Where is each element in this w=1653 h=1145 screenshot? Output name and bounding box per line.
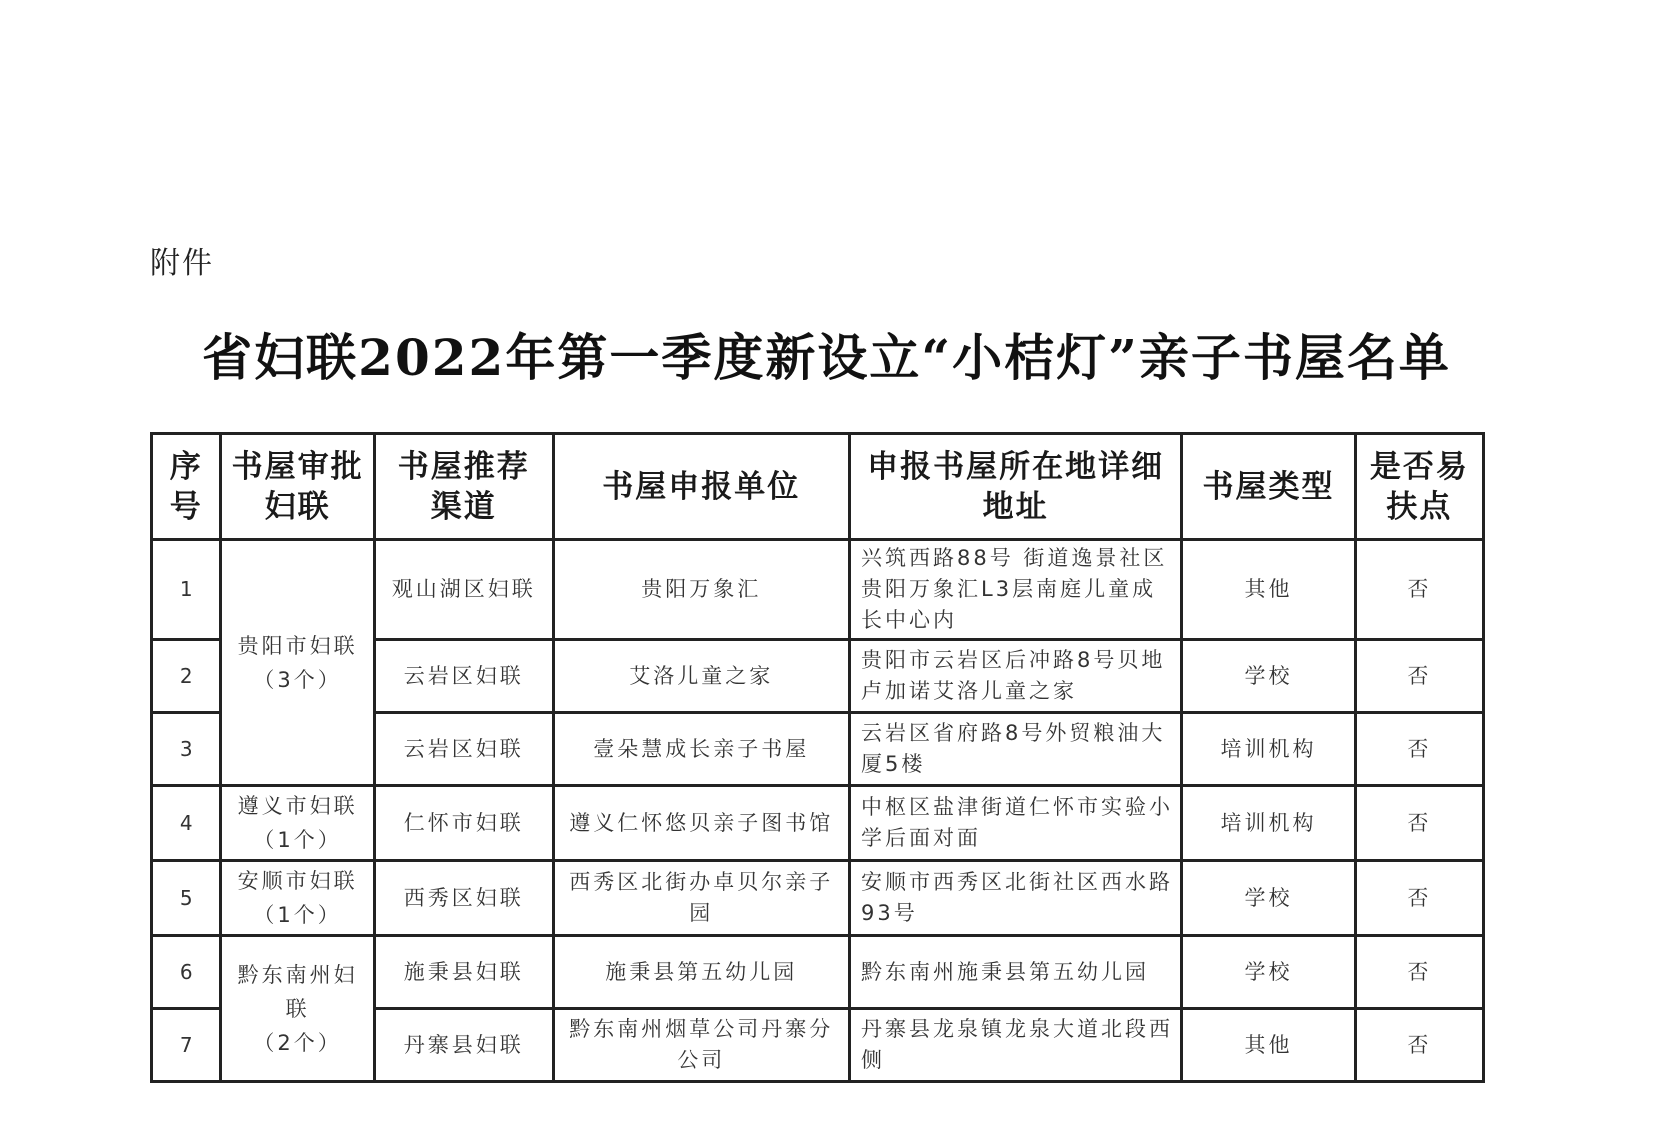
cell-unit: 遵义仁怀悠贝亲子图书馆 xyxy=(553,786,849,861)
cell-address: 中枢区盐津街道仁怀市实验小学后面对面 xyxy=(850,786,1182,861)
cell-type: 学校 xyxy=(1182,936,1355,1009)
cell-type: 培训机构 xyxy=(1182,786,1355,861)
cell-address: 贵阳市云岩区后冲路8号贝地卢加诺艾洛儿童之家 xyxy=(850,640,1182,713)
cell-unit: 西秀区北街办卓贝尔亲子园 xyxy=(553,861,849,936)
cell-seq: 1 xyxy=(152,540,221,640)
cell-approver xyxy=(221,540,374,786)
header-channel: 书屋推荐渠道 xyxy=(374,434,553,540)
cell-seq: 5 xyxy=(152,861,221,936)
bookhouse-table xyxy=(150,432,1485,1083)
annex-label: 附件 xyxy=(150,246,214,281)
cell-approver xyxy=(221,786,374,861)
table-row xyxy=(152,786,1484,861)
header-poverty: 是否易扶点 xyxy=(1355,434,1483,540)
cell-type: 学校 xyxy=(1182,640,1355,713)
cell-unit: 贵阳万象汇 xyxy=(553,540,849,640)
cell-channel: 云岩区妇联 xyxy=(374,713,553,786)
approver-name: 遵义市妇联 xyxy=(237,794,358,818)
approver-name: 黔东南州妇联 xyxy=(237,962,358,1021)
table-row xyxy=(152,540,1484,640)
approver-count: （2个） xyxy=(253,1030,342,1055)
cell-seq: 4 xyxy=(152,786,221,861)
cell-address: 云岩区省府路8号外贸粮油大厦5楼 xyxy=(850,713,1182,786)
cell-poverty: 否 xyxy=(1355,713,1483,786)
header-unit: 书屋申报单位 xyxy=(553,434,849,540)
cell-poverty: 否 xyxy=(1355,936,1483,1009)
page-title: 省妇联2022年第一季度新设立“小桔灯”亲子书屋名单 xyxy=(202,328,1451,387)
cell-address: 丹寨县龙泉镇龙泉大道北段西侧 xyxy=(850,1009,1182,1082)
approver-count: （1个） xyxy=(253,828,342,852)
cell-channel: 云岩区妇联 xyxy=(374,640,553,713)
cell-seq: 7 xyxy=(152,1009,221,1082)
cell-channel: 丹寨县妇联 xyxy=(374,1009,553,1082)
cell-unit: 壹朵慧成长亲子书屋 xyxy=(553,713,849,786)
cell-poverty: 否 xyxy=(1355,786,1483,861)
cell-poverty: 否 xyxy=(1355,540,1483,640)
cell-approver xyxy=(221,861,374,936)
cell-seq: 6 xyxy=(152,936,221,1009)
header-seq: 序号 xyxy=(152,434,221,540)
header-approver: 书屋审批妇联 xyxy=(221,434,374,540)
cell-unit: 施秉县第五幼儿园 xyxy=(553,936,849,1009)
cell-poverty: 否 xyxy=(1355,1009,1483,1082)
cell-address: 黔东南州施秉县第五幼儿园 xyxy=(850,936,1182,1009)
approver-count: （1个） xyxy=(253,903,342,927)
cell-type: 培训机构 xyxy=(1182,713,1355,786)
cell-channel: 施秉县妇联 xyxy=(374,936,553,1009)
header-type: 书屋类型 xyxy=(1182,434,1355,540)
approver-name: 贵阳市妇联 xyxy=(237,633,358,658)
cell-approver xyxy=(221,936,374,1082)
cell-seq: 3 xyxy=(152,713,221,786)
approver-count: （3个） xyxy=(253,667,342,692)
table-header-row xyxy=(152,434,1484,540)
cell-type: 其他 xyxy=(1182,540,1355,640)
cell-channel: 仁怀市妇联 xyxy=(374,786,553,861)
cell-poverty: 否 xyxy=(1355,861,1483,936)
cell-address: 安顺市西秀区北街社区西水路93号 xyxy=(850,861,1182,936)
approver-name: 安顺市妇联 xyxy=(237,869,358,893)
cell-type: 其他 xyxy=(1182,1009,1355,1082)
cell-address: 兴筑西路88号 街道逸景社区贵阳万象汇L3层南庭儿童成长中心内 xyxy=(850,540,1182,640)
table-row xyxy=(152,861,1484,936)
cell-channel: 观山湖区妇联 xyxy=(374,540,553,640)
cell-unit: 黔东南州烟草公司丹寨分公司 xyxy=(553,1009,849,1082)
cell-unit: 艾洛儿童之家 xyxy=(553,640,849,713)
cell-channel: 西秀区妇联 xyxy=(374,861,553,936)
header-address: 申报书屋所在地详细地址 xyxy=(850,434,1182,540)
table-row xyxy=(152,936,1484,1009)
cell-seq: 2 xyxy=(152,640,221,713)
cell-type: 学校 xyxy=(1182,861,1355,936)
cell-poverty: 否 xyxy=(1355,640,1483,713)
